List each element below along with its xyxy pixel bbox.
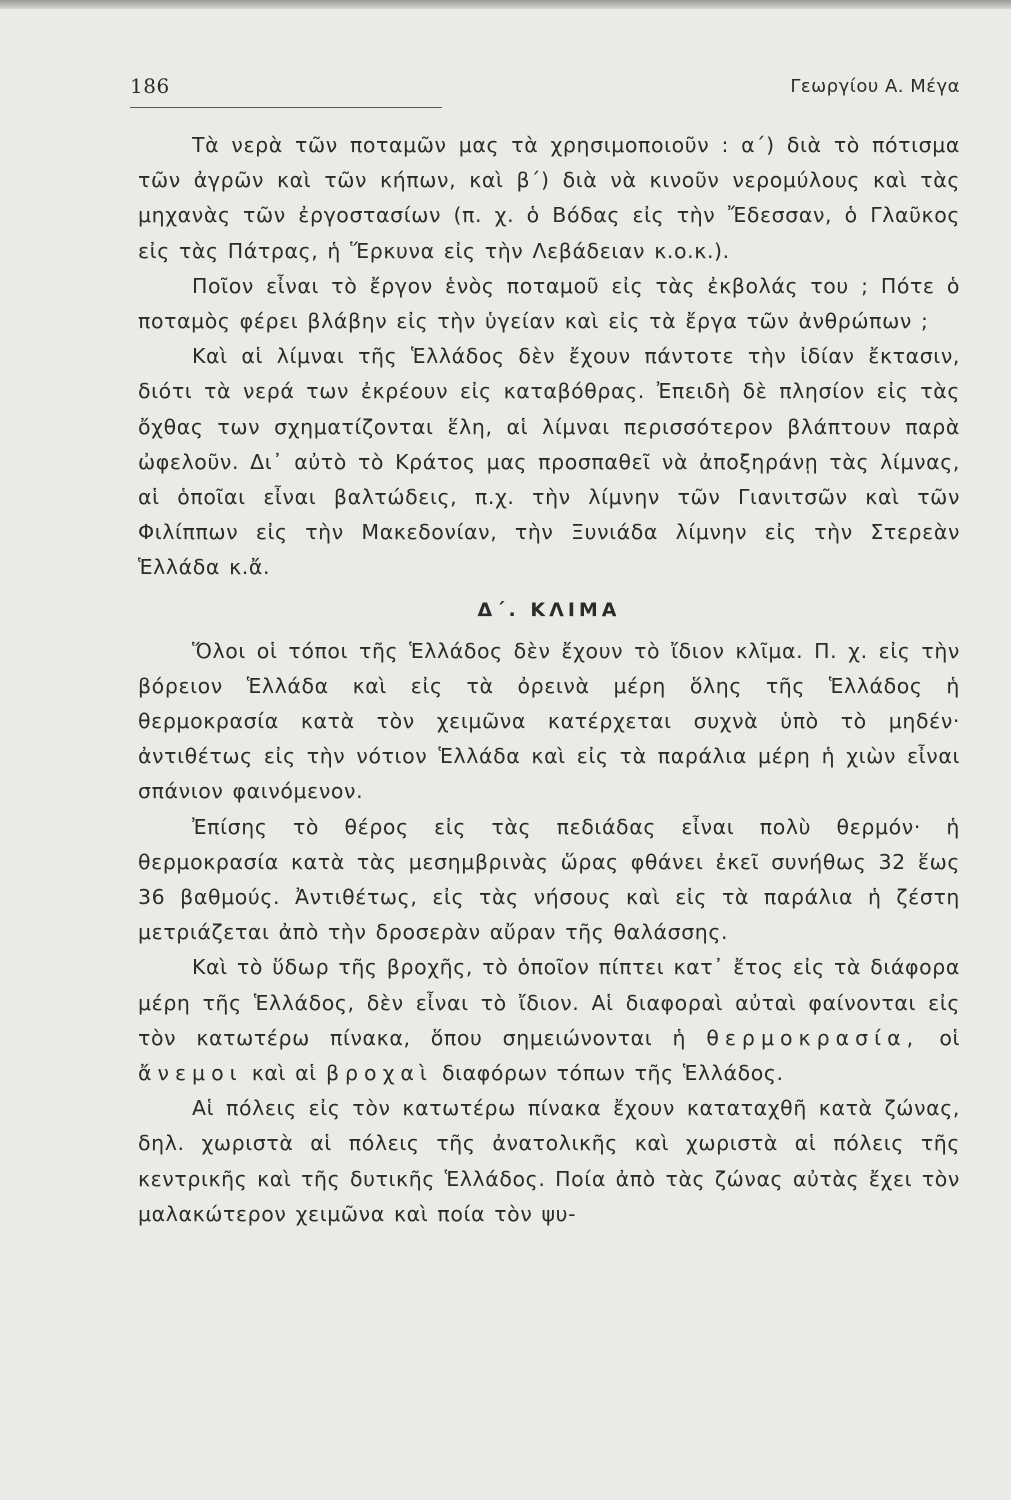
emphasis-rains: βροχαὶ bbox=[325, 1061, 433, 1086]
emphasis-temperature: θερμοκρασία, bbox=[706, 1025, 920, 1050]
paragraph-lakes: Καὶ αἱ λίμναι τῆς Ἑλλάδος δὲν ἔχουν πάντοτε τὴν ἰδίαν ἔκτασιν, διότι τὰ νερά των ἐκρέουν εἰς καταβόθρας. Ἐπειδὴ δὲ πλησίον εἰς τὰς ὄχθας των σχηματίζονται ἕλη, αἱ λίμναι περισσότερον βλάπτουν παρὰ ὠφελοῦν. Δι᾿ αὐτὸ τὸ Κράτος μας προσπαθεῖ νὰ ἀποξηράνῃ τὰς λίμνας, αἱ ὁποῖαι εἶναι βαλτώδεις, π.χ. τὴν λίμνην τῶν Γιανιτσῶν καὶ τῶν Φιλίππων εἰς τὴν Μακεδονίαν, τὴν Ξυνιάδα λίμνην εἰς τὴν Στερεὰν Ἑλλάδα κ.ἄ. bbox=[138, 344, 960, 580]
page-body bbox=[138, 128, 960, 1232]
paragraph-climate-summer: Ἐπίσης τὸ θέρος εἰς τὰς πεδιάδας εἶναι πολὺ θερμόν· ἡ θερμοκρασία κατὰ τὰς μεσημβρινὰς ὥρας φθάνει ἐκεῖ συνήθως 32 ἕως 36 βαθμούς. Ἀντιθέτως, εἰς τὰς νήσους καὶ εἰς τὰ παράλια ἡ ζέστη μετριάζεται ἀπὸ τὴν δροσερὰν αὔραν τῆς θαλάσσης. bbox=[138, 814, 960, 945]
paragraph-climate-winter: Ὅλοι οἱ τόποι τῆς Ἑλλάδος δὲν ἔχουν τὸ ἴδιον κλῖμα. Π. χ. εἰς τὴν βόρειον Ἑλλάδα καὶ εἰς τὰ ὀρεινὰ μέρη ὅλης τῆς Ἑλλάδος ἡ θερμοκρασία κατὰ τὸν χειμῶνα κατέρχεται συχνὰ ὑπὸ τὸ μηδέν· ἀντιθέτως εἰς τὴν νότιον Ἑλλάδα καὶ εἰς τὰ παράλια μέρη ἡ χιὼν εἶναι σπάνιον φαινόμενον. bbox=[138, 638, 960, 804]
rainfall-text-1: Καὶ τὸ ὕδωρ τῆς βροχῆς, τὸ ὁποῖον πίπτει κατ᾿ ἔτος εἰς τὰ διάφορα μέρη τῆς Ἑλλάδος, δὲν εἶναι τὸ ἴδιον. Αἱ διαφοραὶ αὐταὶ φαίνονται εἰς τὸν κατωτέρω πίνακα, ὅπου σημειώνονται ἡ bbox=[138, 955, 960, 1050]
section-heading-climate: Δ΄. ΚΛΙΜΑ bbox=[477, 598, 621, 621]
rainfall-text-4: διαφόρων τόπων τῆς Ἑλλάδος. bbox=[442, 1061, 784, 1086]
paragraph-river-uses: Τὰ νερὰ τῶν ποταμῶν μας τὰ χρησιμοποιοῦν : α΄) διὰ τὸ πότισμα τῶν ἀγρῶν καὶ τῶν κήπων, καὶ β΄) διὰ νὰ κινοῦν νερομύλους καὶ τὰς μηχανὰς τῶν ἐργοστασίων (π. χ. ὁ Βόδας εἰς τὴν Ἔδεσσαν, ὁ Γλαῦκος εἰς τὰς Πάτρας, ἡ Ἕρκυνα εἰς τὴν Λεβάδειαν κ.ο.κ.). bbox=[138, 133, 960, 263]
page-number: 186 bbox=[130, 74, 170, 98]
running-head: Γεωργίου Α. Μέγα bbox=[790, 76, 960, 97]
emphasis-winds: ἄνεμοι bbox=[138, 1061, 243, 1086]
paragraph-cities-zones: Αἱ πόλεις εἰς τὸν κατωτέρω πίνακα ἔχουν καταταχθῆ κατὰ ζώνας, δηλ. χωριστὰ αἱ πόλεις τῆς ἀνατολικῆς καὶ χωριστὰ αἱ πόλεις τῆς κεντρικῆς καὶ τῆς δυτικῆς Ἑλλάδος. Ποία ἀπὸ τὰς ζώνας αὐτὰς ἔχει τὸν μαλακώτερον χειμῶνα καὶ ποία τὸν ψυ- bbox=[138, 1096, 960, 1226]
paragraph-rainfall bbox=[138, 950, 960, 1091]
paragraph-river-question: Ποῖον εἶναι τὸ ἔργον ἑνὸς ποταμοῦ εἰς τὰς ἐκβολάς του ; Πότε ὁ ποταμὸς φέρει βλάβην εἰς τὴν ὑγείαν καὶ εἰς τὰ ἔργα τῶν ἀνθρώπων ; bbox=[138, 273, 960, 334]
page-header bbox=[130, 70, 960, 104]
header-rule bbox=[130, 107, 442, 108]
rainfall-text-3: καὶ αἱ bbox=[251, 1061, 317, 1086]
rainfall-text-2: οἱ bbox=[939, 1025, 960, 1050]
